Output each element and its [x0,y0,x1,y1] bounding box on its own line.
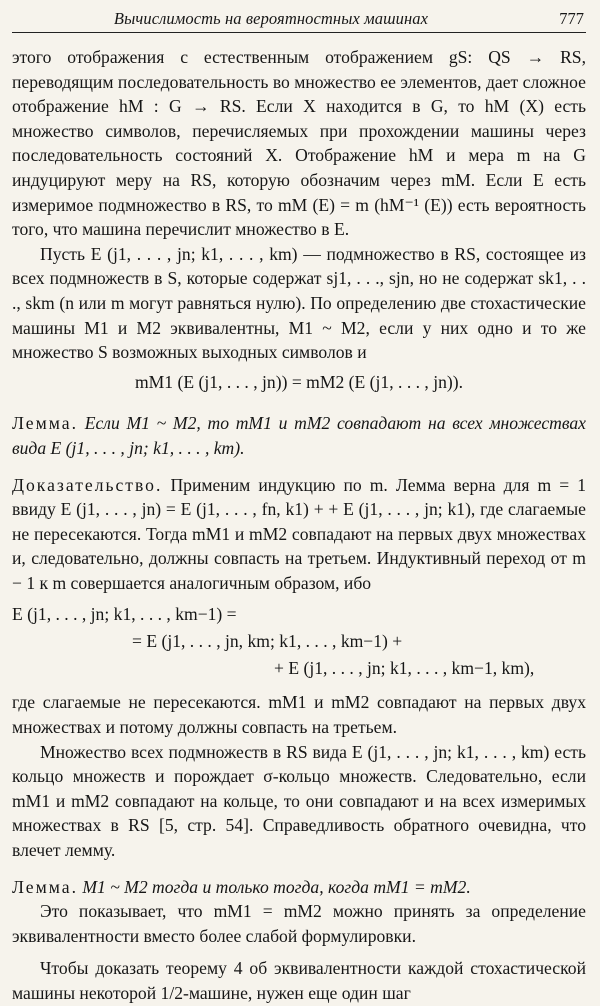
formula-equivalence: mM1 (E (j1, . . . , jn)) = mM2 (E (j1, . . . , jn)). [134,371,464,392]
paragraph-definition-equivalence: Это показывает, что mM1 = mM2 можно принять за определение эквивалентности вместо более слабой формулировки. [12,901,586,946]
equation-line-2: = E (j1, . . . , jn, km; k1, . . . , km−1) + [132,631,403,652]
paragraph-disjoint: где слагаемые не пересекаются. mM1 и mM2 совпадают на первых двух множествах и потому должны совпасть на третьем. [12,692,586,738]
lemma-1-label: Лемма. [12,413,78,434]
proof-label: Доказательство. [12,474,163,495]
running-header [12,8,586,33]
equation-block [12,601,586,682]
lemma-2-label: Лемма. [12,876,78,897]
page-body [12,33,586,1006]
paragraph-definition: Пусть E (j1, . . . , jn; k1, . . . , km) — подмножество в RS, состоящее из всех подмножеств в S, которые содержат sj1, . . ., sjn, но не содержат sk1, . . ., skm (n или m могут равняться нулю). По определению две стохастические машины M1 и M2 эквивалентны, M1 ~ M2, если у них одно и то же множество S возможных выходных символов и [12,243,586,363]
equation-line-3: + E (j1, . . . , jn; k1, . . . , km−1, km), [274,658,535,679]
equation-line-1: E (j1, . . . , jn; k1, . . . , km−1) = [12,604,237,625]
paragraph-mapping: этого отображения с естественным отображением gS: QS → RS, переводящим последовательность во множество ее элементов, дает сложное отображение hM : G → RS. Если X находится в G, то hM (X) есть множество символов, перечисляемых при прохождении машины через последовательность состояний X. Отображение hM и мера m на G индуцируют меру на RS, которую обозначим через mM. Если E есть измеримое подмножество в RS, то mM (E) = m (hM⁻¹ (E)) есть вероятность того, что машина перечислит множество в E. [12,47,586,240]
paragraph-ring: Множество всех подмножеств в RS вида E (j1, . . . , jn; k1, . . . , km) есть кольцо множеств и порождает σ-кольцо множеств. Следовательно, если mM1 и mM2 совпадают на кольце, то они совпадают и на всех измеримых множествах в RS [5, стр. 54]. Справедливость обратного очевидна, что влечет лемму. [12,741,586,861]
lemma-2 [12,875,586,900]
lemma-1 [12,411,586,460]
running-title: Вычислимость на вероятностных машинах [113,9,429,28]
paragraph-theorem-4: Чтобы доказать теорему 4 об эквивалентности каждой стохастической машины некоторой 1/2-машине, нужен еще один шаг [12,958,586,1003]
proof [12,473,586,596]
lemma-2-text: M1 ~ M2 тогда и только тогда, когда mM1 = mM2. [82,876,471,897]
lemma-1-text: Если M1 ~ M2, то mM1 и mM2 совпадают на всех множествах вида E (j1, . . . , jn; k1, . . . , km). [12,413,586,458]
page-number: 777 [559,9,584,28]
proof-text: Применим индукцию по m. Лемма верна для m = 1 ввиду E (j1, . . . , jn) = E (j1, . . . , fn, k1) + + E (j1, . . . , jn; k1), где слагаемые не пересекаются. Тогда mM1 и mM2 совпадают на первых двух множествах и, следовательно, должны совпасть на третьем. Индуктивный переход от m − 1 к m совершается аналогичным образом, ибо [12,474,586,593]
